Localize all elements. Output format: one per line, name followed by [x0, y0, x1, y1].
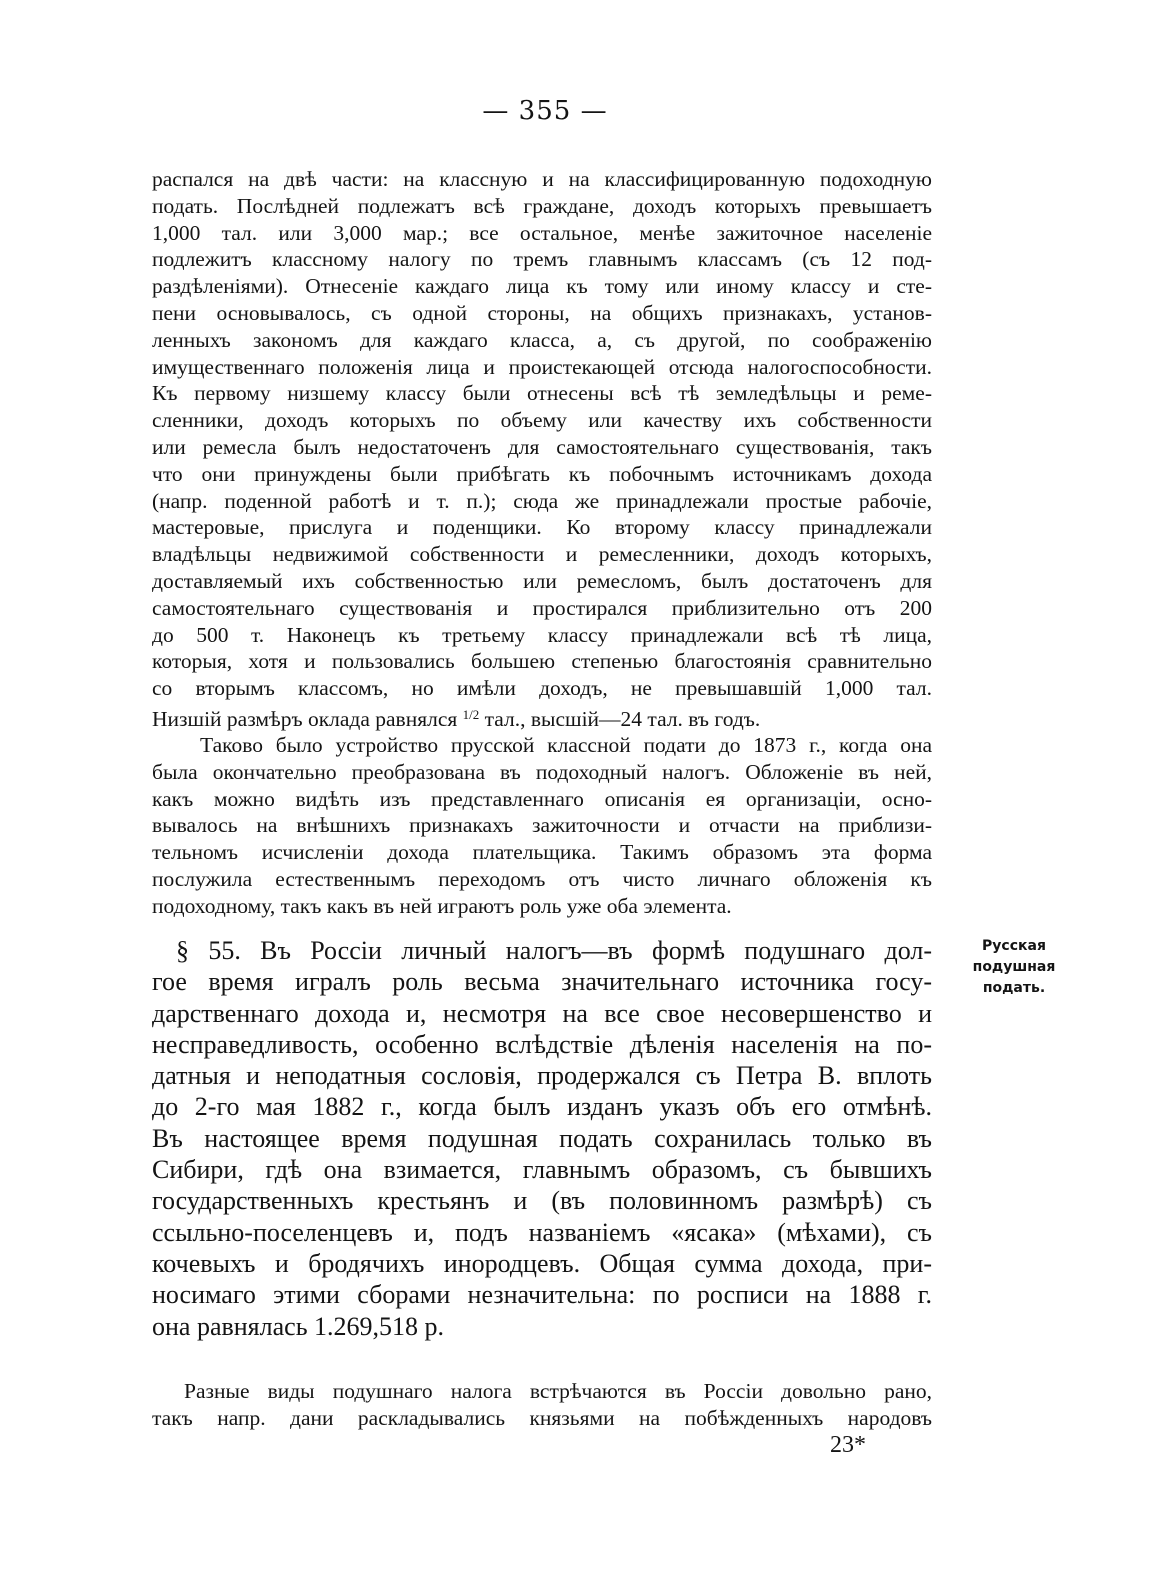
text-line: носимаго этими сборами незначительна: по росписи на 1888 г.: [152, 1280, 932, 1310]
paragraph-1: [152, 166, 932, 733]
text-line: самостоятельнаго существованія и простирался приблизительно отъ 200: [152, 595, 932, 620]
text-line: ленныхъ закономъ для каждаго класса, а, съ другой, по соображенію: [152, 327, 932, 352]
text-fragment: тал., высшій—24 тал. въ годъ.: [479, 706, 761, 731]
text-line: гое время игралъ роль весьма значительнаго источника госу-: [152, 967, 932, 997]
text-line: со вторымъ классомъ, но имѣли доходъ, не превышавшій 1,000 тал.: [152, 676, 932, 701]
text-line: была окончательно преобразована въ подоходный налогъ. Обложеніе въ ней,: [152, 759, 932, 784]
text-line: владѣльцы недвижимой собственности и ремесленники, доходъ которыхъ,: [152, 542, 932, 567]
margin-note-line: подушная: [972, 959, 1056, 975]
text-line: подать. Послѣдней подлежатъ всѣ граждане, доходъ которыхъ превышаетъ: [152, 193, 932, 218]
text-line: доставляемый ихъ собственностью или ремесломъ, былъ достаточенъ для: [152, 568, 932, 593]
text-line: какъ можно видѣть изъ представленнаго описанія ея организаціи, осно-: [152, 786, 932, 811]
text-line: подоходному, такъ какъ въ ней играютъ роль уже оба элемента.: [152, 893, 732, 918]
margin-note: [955, 936, 1073, 999]
text-line: тельномъ исчисленіи дохода плательщика. Такимъ образомъ эта форма: [152, 840, 932, 865]
text-line: несправедливость, особенно вслѣдствіе дѣленія населенія на по-: [152, 1029, 932, 1059]
text-line: до 500 т. Наконецъ къ третьему классу принадлежали всѣ тѣ лица,: [152, 622, 932, 647]
text-line: послужила естественнымъ переходомъ отъ чисто личнаго обложенія къ: [152, 866, 932, 891]
margin-note-line: Русская: [982, 938, 1046, 954]
text-line: до 2-го мая 1882 г., когда былъ изданъ указъ объ его отмѣнѣ.: [152, 1092, 932, 1122]
page-number: — 355 —: [482, 96, 608, 126]
text-line: пени основывалось, съ одной стороны, на общихъ признакахъ, установ-: [152, 300, 932, 325]
text-line: [152, 702, 932, 733]
text-line: такъ напр. дани раскладывались князьями на побѣжденныхъ народовъ: [152, 1405, 932, 1430]
signature-mark: 23*: [830, 1432, 866, 1458]
text-line: что они принуждены были прибѣгать къ побочнымъ источникамъ дохода: [152, 461, 932, 486]
margin-note-line: подать.: [982, 980, 1046, 996]
text-line: Къ первому низшему классу были отнесены всѣ тѣ земледѣльцы и реме-: [152, 381, 932, 406]
text-line: Таково было устройство прусской классной подати до 1873 г., когда она: [200, 733, 932, 757]
text-line: или ремесла былъ недостаточенъ для самостоятельнаго существованія, такъ: [152, 434, 932, 459]
text-line: дарственнаго дохода и, несмотря на все свое несовершенство и: [152, 998, 932, 1028]
text-line: вывалось на внѣшнихъ признакахъ зажиточности и отчасти на приблизи-: [152, 813, 932, 838]
text-line: сленники, доходъ которыхъ по объему или качеству ихъ собственности: [152, 408, 932, 433]
text-line: распался на двѣ части: на классную и на классифицированную подоходную: [152, 167, 932, 191]
text-line: (напр. поденной работѣ и т. п.); сюда же принадлежали простые рабочіе,: [152, 488, 932, 513]
text-line: подлежитъ классному налогу по тремъ главнымъ классамъ (съ 12 под-: [152, 247, 932, 272]
text-line: Разные виды подушнаго налога встрѣчаются въ Россіи довольно рано,: [184, 1379, 932, 1403]
paragraph-3: [152, 935, 932, 1342]
text-line: которыя, хотя и пользовались большею степенью благостоянія сравнительно: [152, 649, 932, 674]
text-line: ссыльно-поселенцевъ и, подъ названіемъ «ясака» (мѣхами), съ: [152, 1217, 932, 1247]
fraction: 1/2: [462, 706, 480, 722]
text-line: государственныхъ крестьянъ и (въ половинномъ размѣрѣ) съ: [152, 1186, 932, 1216]
paragraph-4: [152, 1378, 932, 1432]
text-line: датныя и неподатныя сословія, продержался съ Петра В. вплоть: [152, 1061, 932, 1091]
text-line: 1,000 тал. или 3,000 мар.; все остальное, менѣе зажиточное населеніе: [152, 220, 932, 245]
text-fragment: Низшій размѣръ оклада равнялся: [152, 706, 463, 731]
text-line: она равнялась 1.269,518 р.: [152, 1311, 445, 1341]
text-line: мастеровые, прислуга и поденщики. Ко второму классу принадлежали: [152, 515, 932, 540]
paragraph-2: [152, 732, 932, 920]
text-line: Въ настоящее время подушная подать сохранилась только въ: [152, 1123, 932, 1153]
text-line: кочевыхъ и бродячихъ инородцевъ. Общая сумма дохода, при-: [152, 1248, 932, 1278]
text-line: § 55. Въ Россіи личный налогъ—въ формѣ подушнаго дол-: [176, 936, 932, 965]
text-line: имущественнаго положенія лица и проистекающей отсюда налогоспособности.: [152, 354, 932, 379]
text-line: раздѣленіями). Отнесеніе каждаго лица къ тому или иному классу и сте-: [152, 274, 932, 299]
text-line: Сибири, гдѣ она взимается, главнымъ образомъ, съ бывшихъ: [152, 1155, 932, 1185]
